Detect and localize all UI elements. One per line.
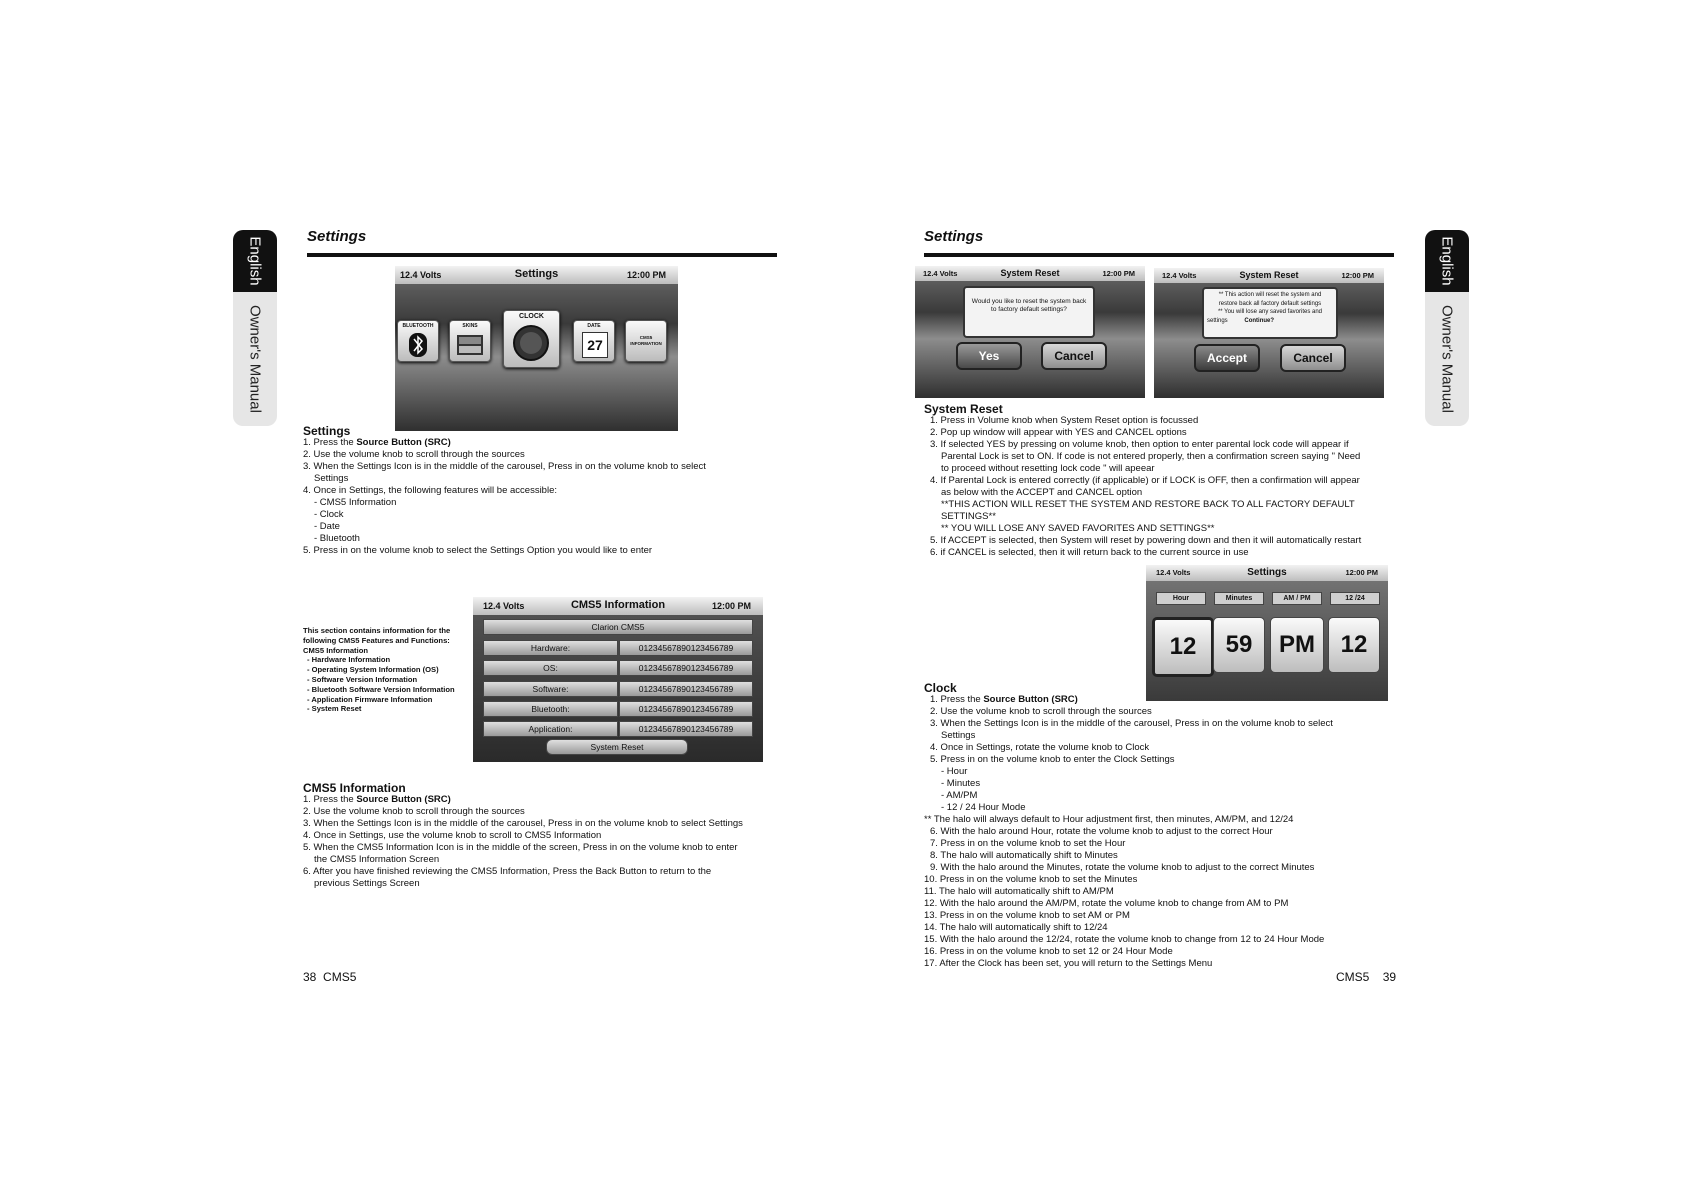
right-page-number xyxy=(1336,970,1396,984)
step-line: 5. Press in on the volume knob to enter the Clock Settings xyxy=(930,754,1175,765)
screen-title: CMS5 Information xyxy=(570,599,666,611)
manual-tab-right xyxy=(1425,292,1469,426)
intro-line: CMS5 Information xyxy=(303,645,368,655)
os-label: OS: xyxy=(483,660,618,676)
tile-label: SKINS xyxy=(462,323,478,329)
tile-label: CLOCK xyxy=(519,313,544,320)
yes-button[interactable]: Yes xyxy=(956,342,1022,370)
tile-label: DATE xyxy=(587,323,601,329)
step-line: Parental Lock is set to ON. If code is not entered properly, then a confirmation screen saying " Need xyxy=(941,451,1361,462)
screen-title: Settings xyxy=(514,268,559,280)
screen-title: System Reset xyxy=(1000,268,1060,278)
tab-12-24[interactable]: 12 /24 xyxy=(1330,592,1380,605)
step-line: 6. With the halo around Hour, rotate the volume knob to adjust to the correct Hour xyxy=(930,826,1273,837)
time-readout: 12:00 PM xyxy=(626,270,666,280)
popup-text: settings xyxy=(1207,317,1228,324)
step-line: ** YOU WILL LOSE ANY SAVED FAVORITES AND SETTINGS** xyxy=(941,523,1215,534)
reset-status-bar xyxy=(915,266,1145,281)
step-line: ** The halo will always default to Hour adjustment first, then minutes, AM/PM, and 12/24 xyxy=(924,814,1294,825)
step-line: 2. Use the volume knob to scroll through the sources xyxy=(930,706,1152,717)
step-line: 5. When the CMS5 Information Icon is in the middle of the screen, Press in on the volume knob to enter xyxy=(303,842,738,853)
tile-label: BLUETOOTH xyxy=(402,323,434,329)
step-line: 2. Pop up window will appear with YES and CANCEL options xyxy=(930,427,1187,438)
tile-label: CMS5 INFORMATION xyxy=(630,335,662,346)
system-reset-button[interactable]: System Reset xyxy=(546,739,688,755)
step-line: SETTINGS** xyxy=(941,511,996,522)
settings-heading: Settings xyxy=(303,424,351,438)
page-number: 39 xyxy=(1382,970,1397,984)
tab-am-pm[interactable]: AM / PM xyxy=(1272,592,1322,605)
step-line: - Bluetooth xyxy=(314,533,360,544)
application-value: 01234567890123456789 xyxy=(619,721,753,737)
skins-icon xyxy=(450,321,490,361)
step-line: 7. Press in on the volume knob to set the Hour xyxy=(930,838,1126,849)
reset-warning-popup xyxy=(1202,287,1338,339)
step-line: 16. Press in on the volume knob to set 12 or 24 Hour Mode xyxy=(924,946,1173,957)
step-text: 1. Press the xyxy=(303,437,357,448)
system-reset-screen-confirm xyxy=(915,266,1145,398)
language-tab-right xyxy=(1425,230,1469,292)
step-line: 3. When the Settings Icon is in the middle of the carousel, Press in on the volume knob to select xyxy=(930,718,1333,729)
settings-steps xyxy=(303,437,706,557)
step-line xyxy=(924,694,1333,706)
clock-tile[interactable] xyxy=(503,310,560,368)
cancel-button[interactable]: Cancel xyxy=(1041,342,1107,370)
software-value: 01234567890123456789 xyxy=(619,681,753,697)
reset-confirm-popup xyxy=(963,286,1095,338)
software-label: Software: xyxy=(483,681,618,697)
hardware-value: 01234567890123456789 xyxy=(619,640,753,656)
popup-line xyxy=(1204,317,1336,326)
time-readout: 12:00 PM xyxy=(1345,568,1378,577)
step-text: 1. Press the xyxy=(303,794,357,805)
step-line: 8. The halo will automatically shift to Minutes xyxy=(930,850,1118,861)
calendar-day: 27 xyxy=(587,337,603,353)
bluetooth-tile[interactable] xyxy=(397,320,439,362)
manual-tab-left xyxy=(233,292,277,426)
step-bold: Source Button (SRC) xyxy=(983,694,1078,705)
system-reset-screen-accept xyxy=(1154,268,1384,398)
step-line: the CMS5 Information Screen xyxy=(314,854,440,865)
settings-status-bar xyxy=(395,266,678,284)
step-line: 4. Once in Settings, rotate the volume knob to Clock xyxy=(930,742,1150,753)
step-line: - Hour xyxy=(941,766,968,777)
info-header-row: Clarion CMS5 xyxy=(483,619,753,635)
clock-heading: Clock xyxy=(924,681,957,695)
step-line: 14. The halo will automatically shift to 12/24 xyxy=(924,922,1108,933)
left-section-title: Settings xyxy=(307,228,367,245)
step-line: to proceed without resetting lock code " will apeear xyxy=(941,463,1155,474)
intro-line: - System Reset xyxy=(307,704,362,714)
step-line: - Clock xyxy=(314,509,344,520)
intro-line: - Hardware Information xyxy=(307,655,391,665)
manual-label: Owner's Manual xyxy=(246,305,264,413)
clock-icon xyxy=(504,311,559,367)
bluetooth-value: 01234567890123456789 xyxy=(619,701,753,717)
cms5-info-steps xyxy=(303,794,743,890)
am-pm-value[interactable]: PM xyxy=(1270,617,1324,673)
volts-readout: 12.4 Volts xyxy=(1162,271,1197,280)
step-line: - CMS5 Information xyxy=(314,497,397,508)
step-line: 6. if CANCEL is selected, then it will return back to the current source in use xyxy=(930,547,1249,558)
system-reset-heading: System Reset xyxy=(924,402,1003,416)
time-readout: 12:00 PM xyxy=(711,601,751,611)
time-readout: 12:00 PM xyxy=(1102,269,1135,278)
step-line: 10. Press in on the volume knob to set the Minutes xyxy=(924,874,1138,885)
minutes-value[interactable]: 59 xyxy=(1213,617,1265,673)
right-section-title: Settings xyxy=(924,228,984,245)
step-line: 3. When the Settings Icon is in the middle of the carousel, Press in on the volume knob to select Settings xyxy=(303,818,743,829)
volts-readout: 12.4 Volts xyxy=(1156,568,1191,577)
info-status-bar xyxy=(473,597,763,615)
date-tile[interactable] xyxy=(573,320,615,362)
step-line: Settings xyxy=(314,473,349,484)
os-value: 01234567890123456789 xyxy=(619,660,753,676)
intro-line: This section contains information for the xyxy=(303,626,451,635)
cancel-button[interactable]: Cancel xyxy=(1280,344,1346,372)
volts-readout: 12.4 Volts xyxy=(483,601,525,611)
intro-line: - Application Firmware Information xyxy=(307,694,433,704)
page-product: CMS5 xyxy=(1336,970,1370,984)
step-line: Settings xyxy=(941,730,976,741)
step-line: 5. Press in on the volume knob to select the Settings Option you would like to enter xyxy=(303,545,653,556)
intro-line: - Operating System Information (OS) xyxy=(307,665,439,675)
popup-line: ** This action will reset the system and xyxy=(1218,292,1322,298)
popup-line: to factory default settings? xyxy=(991,306,1067,313)
screen-title: Settings xyxy=(1247,567,1287,578)
bluetooth-label: Bluetooth: xyxy=(483,701,618,717)
cms5-info-heading: CMS5 Information xyxy=(303,781,406,795)
step-line: as below with the ACCEPT and CANCEL option xyxy=(941,487,1143,498)
left-title-rule xyxy=(307,253,777,257)
hour-mode-value[interactable]: 12 xyxy=(1328,617,1380,673)
clock-status-bar xyxy=(1146,565,1388,581)
language-tab-left xyxy=(233,230,277,292)
popup-line: restore back all factory default settings xyxy=(1218,300,1322,307)
popup-line: Would you like to reset the system back xyxy=(971,298,1087,305)
popup-line: ** You will lose any saved favorites and xyxy=(1217,309,1323,315)
left-page-number xyxy=(303,970,356,984)
intro-line: following CMS5 Features and Functions: xyxy=(303,635,450,645)
step-line: 6. After you have finished reviewing the CMS5 Information, Press the Back Button to return to the xyxy=(303,866,712,877)
step-line: 3. When the Settings Icon is in the middle of the carousel, Press in on the volume knob to select xyxy=(303,461,706,472)
volts-readout: 12.4 Volts xyxy=(400,270,442,280)
accept-button[interactable]: Accept xyxy=(1194,344,1260,372)
step-line: previous Settings Screen xyxy=(314,878,420,889)
skins-tile[interactable] xyxy=(449,320,491,362)
step-line: 15. With the halo around the 12/24, rotate the volume knob to change from 12 to 24 Hour Mode xyxy=(924,934,1325,945)
step-line: 5. If ACCEPT is selected, then System will reset by powering down and then it will automatically restart xyxy=(930,535,1362,546)
tab-minutes[interactable]: Minutes xyxy=(1214,592,1264,605)
tab-hour[interactable]: Hour xyxy=(1156,592,1206,605)
step-line: - Minutes xyxy=(941,778,981,789)
manual-label: Owner's Manual xyxy=(1438,305,1456,413)
language-label: English xyxy=(246,236,264,286)
step-line: - Date xyxy=(314,521,340,532)
time-readout: 12:00 PM xyxy=(1341,271,1374,280)
language-label: English xyxy=(1438,236,1456,286)
popup-continue: Continue? xyxy=(1244,317,1275,324)
clock-settings-screen xyxy=(1146,565,1388,701)
hardware-label: Hardware: xyxy=(483,640,618,656)
page-number: 38 xyxy=(303,970,317,984)
step-line: **THIS ACTION WILL RESET THE SYSTEM AND RESTORE BACK TO ALL FACTORY DEFAULT xyxy=(941,499,1355,510)
step-line: 4. Once in Settings, the following features will be accessible: xyxy=(303,485,557,496)
application-label: Application: xyxy=(483,721,618,737)
step-line: 3. If selected YES by pressing on volume knob, then option to enter parental lock code will appear if xyxy=(930,439,1349,450)
cms5-intro-list xyxy=(303,626,455,714)
page-product: CMS5 xyxy=(323,970,357,984)
volts-readout: 12.4 Volts xyxy=(923,269,958,278)
step-line: 4. If Parental Lock is entered correctly (if applicable) or if LOCK is OFF, then a confirmation will appear xyxy=(930,475,1360,486)
settings-screen xyxy=(395,266,678,431)
cms5-information-screen xyxy=(473,597,763,762)
cms5-information-tile[interactable] xyxy=(625,320,667,362)
step-line: 11. The halo will automatically shift to AM/PM xyxy=(924,886,1114,897)
right-title-rule xyxy=(924,253,1394,257)
step-line: 1. Press in Volume knob when System Reset option is focussed xyxy=(930,415,1199,426)
step-line: 2. Use the volume knob to scroll through the sources xyxy=(303,449,525,460)
step-line: 9. With the halo around the Minutes, rotate the volume knob to adjust to the correct Minutes xyxy=(930,862,1315,873)
calendar-icon xyxy=(582,332,608,358)
step-line: 17. After the Clock has been set, you will return to the Settings Menu xyxy=(924,958,1213,969)
step-line xyxy=(303,794,743,806)
screen-title: System Reset xyxy=(1239,270,1299,280)
reset-status-bar xyxy=(1154,268,1384,283)
step-bold: Source Button (SRC) xyxy=(356,794,451,805)
step-line: - AM/PM xyxy=(941,790,978,801)
step-line: - 12 / 24 Hour Mode xyxy=(941,802,1026,813)
hour-value[interactable]: 12 xyxy=(1152,617,1214,677)
step-line: 4. Once in Settings, use the volume knob to scroll to CMS5 Information xyxy=(303,830,602,841)
step-line: 13. Press in on the volume knob to set AM or PM xyxy=(924,910,1130,921)
step-line: 2. Use the volume knob to scroll through the sources xyxy=(303,806,525,817)
step-line: 12. With the halo around the AM/PM, rotate the volume knob to change from AM to PM xyxy=(924,898,1289,909)
bluetooth-icon xyxy=(398,321,438,361)
intro-line: - Bluetooth Software Version Information xyxy=(307,684,455,694)
clock-steps xyxy=(924,694,1333,970)
step-text: 1. Press the xyxy=(930,694,984,705)
intro-line: - Software Version Information xyxy=(307,674,418,684)
step-bold: Source Button (SRC) xyxy=(356,437,451,448)
system-reset-steps xyxy=(930,415,1361,559)
step-line xyxy=(303,437,706,449)
